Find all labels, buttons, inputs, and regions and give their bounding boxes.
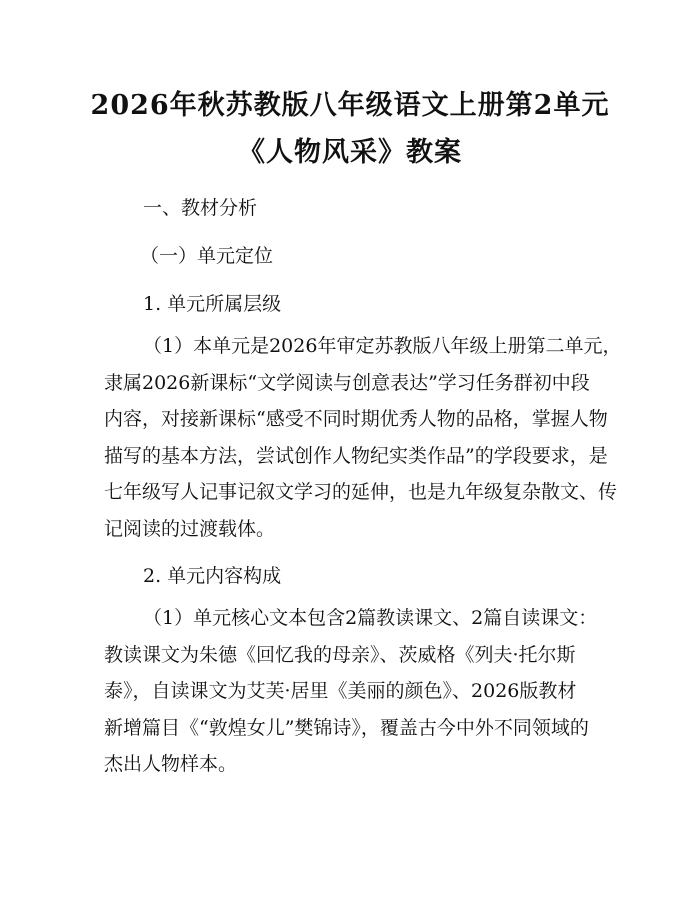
paragraph-line: 七年级写人记事记叙文学习的延伸，也是九年级复杂散文、传 [104, 481, 618, 503]
paragraph-line: （1）本单元是2026年审定苏教版八年级上册第二单元， [143, 335, 622, 357]
item-heading-unit-level: 1. 单元所属层级 [143, 293, 282, 315]
item-heading-unit-content: 2. 单元内容构成 [143, 565, 282, 587]
paragraph-line: 杰出人物样本。 [104, 753, 238, 775]
document-title-line-1: 2026年秋苏教版八年级语文上册第2单元 [90, 90, 610, 121]
paragraph-line: 内容，对接新课标“感受不同时期优秀人物的品格，掌握人物 [104, 408, 608, 430]
subsection-heading-unit-positioning: （一）单元定位 [140, 245, 274, 267]
paragraph-line: 新增篇目《“敦煌女儿”樊锦诗》，覆盖古今中外不同领域的 [104, 716, 589, 739]
paragraph-unit-content [104, 600, 604, 783]
paragraph-line: 描写的基本方法，尝试创作人物纪实类作品”的学段要求，是 [104, 444, 608, 467]
document-title-line-2: 《人物风采》教案 [238, 137, 462, 168]
paragraph-unit-level [104, 328, 622, 547]
paragraph-line: 记阅读的过渡载体。 [104, 517, 276, 540]
section-heading-textbook-analysis: 一、教材分析 [143, 197, 258, 219]
paragraph-line: 泰》，自读课文为艾芙·居里《美丽的颜色》、2026版教材 [104, 680, 577, 702]
paragraph-line: 隶属2026新课标“文学阅读与创意表达”学习任务群初中段 [104, 371, 590, 394]
paragraph-line: （1）单元核心文本包含2篇教读课文、2篇自读课文： [143, 607, 598, 629]
paragraph-line: 教读课文为朱德《回忆我的母亲》、茨威格《列夫·托尔斯 [104, 643, 576, 666]
